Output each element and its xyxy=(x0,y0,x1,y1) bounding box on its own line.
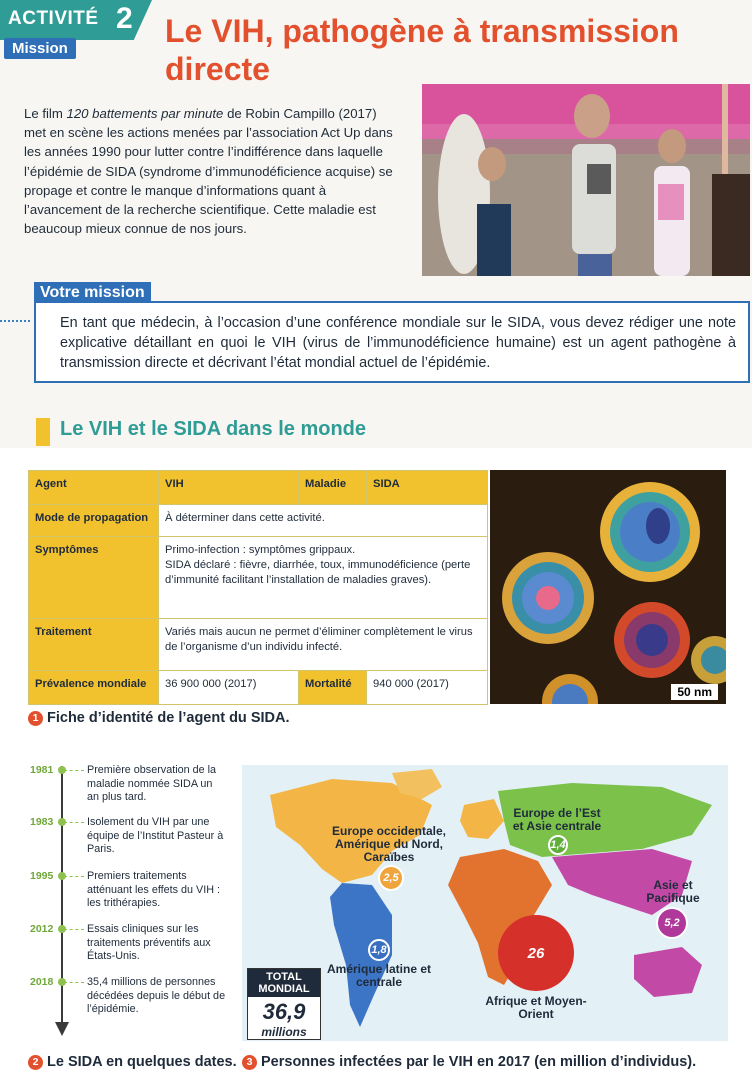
bubble-latin-america: 1,8 xyxy=(368,939,390,961)
mission-box xyxy=(34,301,750,383)
region-label-west: Europe occidentale, Amérique du Nord, Caraïbes xyxy=(331,824,447,864)
hiv-micrograph xyxy=(490,470,726,704)
disease-value: SIDA xyxy=(367,471,488,505)
treatment-value: Variés mais aucun ne permet d’éliminer complètement le virus de l’organisme d’un individu infecté. xyxy=(159,619,488,671)
timeline-text: Premiers traitements atténuant les effets du VIH : les trithérapies. xyxy=(87,870,221,910)
intro-paragraph: Le film 120 battements par minute de Robin Campillo (2017) met en scène les actions menées par l’association Act Up dans les années 1990 pour lutter contre l’indifférence dans laquelle l’épidémie de SIDA (syndrome d’immunodéficience acquise) se propage et contre le manque d’informations quant à l’avancement de la recherche scientifique. Cette maladie est beaucoup mieux connue de nos jours. xyxy=(24,106,393,237)
table-row xyxy=(29,471,488,505)
caption-number: 3 xyxy=(242,1055,257,1070)
agent-label: Agent xyxy=(29,471,159,505)
mission-heading: Votre mission xyxy=(34,282,151,304)
total-heading: TOTAL MONDIAL xyxy=(248,969,320,997)
timeline-year: 1981 xyxy=(30,764,54,776)
world-total-box xyxy=(247,968,321,1040)
timeline-year: 2018 xyxy=(30,976,54,988)
mortality-label: Mortalité xyxy=(299,671,367,705)
region-label-latin-america: Amérique latine et centrale xyxy=(326,962,432,989)
caption-number: 2 xyxy=(28,1055,43,1070)
timeline-connector xyxy=(64,770,84,771)
section-marker xyxy=(36,418,50,446)
timeline-year: 1983 xyxy=(30,816,54,828)
prevalence-value: 36 900 000 (2017) xyxy=(159,671,299,705)
timeline-connector xyxy=(64,929,84,930)
timeline-connector xyxy=(64,822,84,823)
section-title: Le VIH et le SIDA dans le monde xyxy=(60,418,366,440)
region-label-africa: Afrique et Moyen-Orient xyxy=(485,994,587,1021)
caption-1: 1 Fiche d’identité de l’agent du SIDA. xyxy=(28,710,290,726)
table-row xyxy=(29,505,488,537)
agent-value: VIH xyxy=(159,471,299,505)
propagation-label: Mode de propagation xyxy=(29,505,159,537)
total-unit: millions xyxy=(261,1025,307,1039)
bubble-asia: 5,2 xyxy=(656,907,688,939)
bubble-west: 2,5 xyxy=(378,865,404,891)
caption-number: 1 xyxy=(28,711,43,726)
caption-2: 2 Le SIDA en quelques dates. xyxy=(28,1054,237,1070)
table-row xyxy=(29,537,488,619)
table-row xyxy=(29,619,488,671)
caption-3: 3 Personnes infectées par le VIH en 2017 (en million d’individus). xyxy=(242,1054,696,1070)
bubble-africa: 26 xyxy=(498,915,574,991)
activity-number: 2 xyxy=(116,2,133,35)
total-value: 36,9 xyxy=(262,999,306,1024)
prevalence-label: Prévalence mondiale xyxy=(29,671,159,705)
id-card-table xyxy=(28,470,488,705)
timeline-text: Essais cliniques sur les traitements préventifs aux États-Unis. xyxy=(87,923,211,963)
timeline-year: 2012 xyxy=(30,923,54,935)
timeline-connector xyxy=(64,982,84,983)
scale-bar-label: 50 nm xyxy=(671,684,718,700)
table-row xyxy=(29,671,488,705)
region-western-europe xyxy=(460,799,504,839)
page-title: Le VIH, pathogène à transmission directe xyxy=(165,13,679,87)
timeline-connector xyxy=(64,876,84,877)
film-title: 120 battements par minute xyxy=(66,106,224,121)
activity-label: ACTIVITÉ xyxy=(8,8,99,29)
region-label-asia: Asie et Pacifique xyxy=(646,878,700,905)
mortality-value: 940 000 (2017) xyxy=(367,671,488,705)
timeline-arrow-icon xyxy=(55,1022,69,1036)
act-up-demonstration-photo xyxy=(422,84,750,276)
region-label-east-europe: Europe de l’Est et Asie centrale xyxy=(512,806,602,833)
treatment-label: Traitement xyxy=(29,619,159,671)
mission-tag: Mission xyxy=(4,38,76,59)
bubble-east-europe: 1,4 xyxy=(548,835,568,855)
mission-text: En tant que médecin, à l’occasion d’une conférence mondiale sur le SIDA, vous devez rédiger une note explicative détaillant en quoi le VIH (virus de l’immunodéficience humaine) est un agent pathogène à transmission directe et décrivant l’état mondial actuel de l’épidémie. xyxy=(60,315,736,371)
dotted-connector xyxy=(0,262,30,322)
disease-label: Maladie xyxy=(299,471,367,505)
timeline-year: 1995 xyxy=(30,870,54,882)
propagation-value: À déterminer dans cette activité. xyxy=(159,505,488,537)
symptoms-label: Symptômes xyxy=(29,537,159,619)
symptoms-value: Primo-infection : symptômes grippaux. SIDA déclaré : fièvre, diarrhée, toux, immunodéficience (perte d’immunité facilitant l’installation de maladies graves). xyxy=(159,537,488,619)
timeline-text: Première observation de la maladie nommée SIDA un an plus tard. xyxy=(87,764,217,804)
timeline-text: Isolement du VIH par une équipe de l’Institut Pasteur à Paris. xyxy=(87,816,224,856)
timeline-text: 35,4 millions de personnes décédées depuis le début de l’épidémie. xyxy=(87,976,226,1016)
region-australia xyxy=(634,947,702,997)
